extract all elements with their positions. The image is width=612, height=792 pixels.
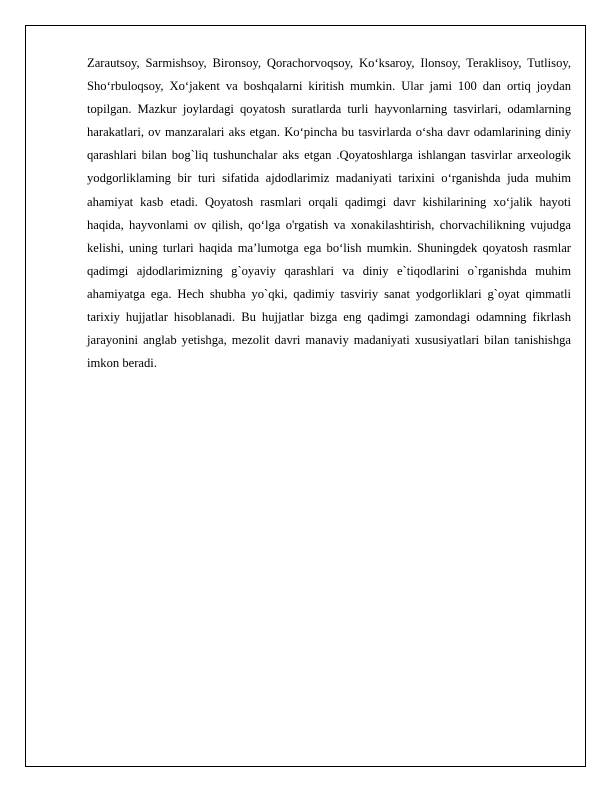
body-paragraph: Zarautsoy, Sarmishsoy, Bironsoy, Qorachorvoqsoy, Ko‘ksaroy, Ilonsoy, Teraklisoy, Tutlisoy, Sho‘rbuloqsoy, Xo‘jakent va boshqalarni kiritish mumkin. Ular jami 100 dan ortiq joydan topilgan. Mazkur joylardagi qoyatosh suratlarda turli hayvonlarning tasvirlari, odamlarning harakatlari, ov manzaralari aks etgan. Ko‘pincha bu tasvirlarda o‘sha davr odamlarining diniy qarashlari bilan bog`liq tushunchalar aks etgan .Qoyatoshlarga ishlangan tasvirlar arxeologik yodgorliklaming bir turi sifatida ajdodlarimiz madaniyati tarixini o‘rganishda juda muhim ahamiyat kasb etadi. Qoyatosh rasmlari orqali qadimgi davr kishilarining xo‘jalik hayoti haqida, hayvonlami ov qilish, qo‘lga o'rgatish va xonakilashtirish, chorvachilikning vujudga kelishi, uning turlari haqida ma’lumotga ega bo‘lish mumkin. Shuningdek qoyatosh rasmlar qadimgi ajdodlarimizning g`oyaviy qarashlari va diniy e`tiqodlarini o`rganishda muhim ahamiyatga ega. Hech shubha yo`qki, qadimiy tasviriy sanat yodgorliklari g`oyat qimmatli tarixiy hujjatlar hisoblanadi. Bu hujjatlar bizga eng qadimgi zamondagi odamning fikrlash jarayonini anglab yetishga, mezolit davri manaviy madaniyati xususiyatlari bilan tanishishga imkon beradi. xyxy=(87,56,571,371)
